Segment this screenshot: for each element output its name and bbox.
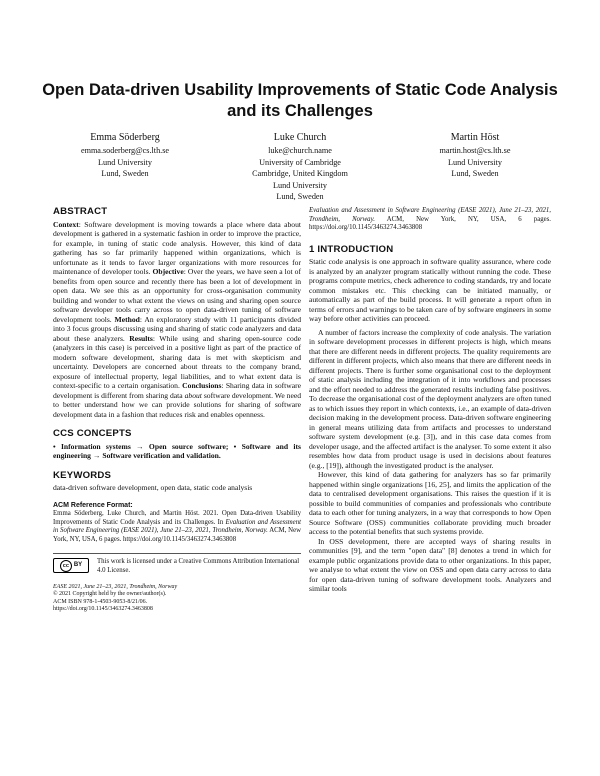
ccs-heading: CCS CONCEPTS <box>53 428 132 439</box>
author-location: Cambridge, United Kingdom <box>252 169 348 178</box>
context-text: : Software development is moving towards a place where data about development is gathered in a systematic fashion in order to improve the practice, for example, in tuning of static code analysis. However, this kind of data gathering has so far primarily happened within organizations, which is unfortunate as it tends to favor larger organizations with more resources for maintenance of developer tools. <box>53 219 301 276</box>
author-name: Emma Söderberg <box>90 132 160 143</box>
intro-paragraph-2: A number of factors increase the complexity of code analysis. The variation in software development processes in different projects is high, which means that there are different needs in different projects. The quality requirements are different in different projects, which also means that there are different needs in different projects. There is further some organisational cost to the deployment of static analysis including the integration of it into workflows and processes and the effort needed to address the generated results including false positives. To decrease the organisational cost of the deployment analyzers are often tuned as to which issues they report in which contexts, i.e., an example of data-driven decision making in the development process. Data-driven software engineering in general means utilizing data from artifacts and processes to understand software system development (e.g. [3]), and in this case data comes from developer usage, and the affected artifact is the analyser. To some extent it also resembles how data from product usage is used in decisions about features (e.g., [19]), although the investigated product is the analyser. <box>309 327 551 470</box>
cc-by-label: BY <box>73 562 83 569</box>
author-affiliation: Lund University <box>98 157 152 167</box>
cc-by-logo <box>53 558 89 573</box>
acm-reference-heading: ACM Reference Format: <box>53 501 133 509</box>
author-location: Lund, Sweden <box>101 169 149 178</box>
intro-paragraph-3: However, this kind of data gathering for analyzers has so far primarily happened within single organizations [16, 25], and limits the application of the data to centralised development organisations. This raises the question if it is possible to build communities of companies and professionals who contribute data to each other for tuning analyzers, in a way that corresponds to how Open Source Software (OSS) communities collaborate providing much broader access to the potential benefits that such systems provide. <box>309 470 551 537</box>
intro-paragraph-4: In OSS development, there are accepted ways of sharing results in communities [9], and the term "open data" [8] denotes a trend in which for example public organizations provide data to other organizations. In this paper, we analyse to what extent the view on OSS and open data carry across to data for open data-driven tuning of software development tools. Analyzers and similar tools <box>309 536 551 594</box>
author-location: Lund, Sweden <box>451 169 499 178</box>
right-column <box>309 207 551 594</box>
author-affiliation: University of Cambridge <box>259 157 341 167</box>
introduction-heading: 1 INTRODUCTION <box>309 243 394 255</box>
conclusions-text-end: software development. We need to better understand how we can provide solutions for sharing of software development data in a fashion that reduces risk and enables openness. <box>53 390 301 419</box>
abstract-heading: ABSTRACT <box>53 206 108 217</box>
author-email: luke@church.name <box>268 146 332 155</box>
license-block <box>53 553 301 575</box>
keywords-text: data-driven software development, open data, static code analysis <box>53 483 253 492</box>
author-location-2: Lund, Sweden <box>276 192 324 201</box>
author-email: martin.host@cs.lth.se <box>439 146 511 155</box>
author-block <box>40 131 560 203</box>
conference-venue: EASE 2021, June 21–23, 2021, Trondheim, Norway <box>53 583 178 590</box>
author-3 <box>390 131 560 203</box>
results-text: : While using and sharing open-source code (analyzers in this case) is perceived in a positive light as part of the practice of modern software development, sharing data is met with skepticism and uncertainty. Developers are concerned about threats to the company brand, exposure of intellectual property, legal liabilities, and to what extent data is context-specific to a certain organisation. <box>53 333 301 390</box>
author-1 <box>40 131 210 203</box>
conclusions-text: : Sharing data in software development is different from sharing data <box>53 381 302 400</box>
paper-title: Open Data-driven Usability Improvements of Static Code Analysis and its Challenges <box>42 81 558 120</box>
author-affiliation-2: Lund University <box>273 180 327 190</box>
doi-line: https://doi.org/10.1145/3463274.3463808 <box>53 606 153 613</box>
author-affiliation: Lund University <box>448 157 502 167</box>
venue-doi: ACM, New York, NY, USA, 6 pages. https://doi.org/10.1145/3463274.3463808 <box>309 215 551 232</box>
isbn-line: ACM ISBN 978-1-4503-9053-8/21/06. <box>53 598 148 605</box>
acm-reference-text <box>53 510 301 544</box>
conclusions-label: Conclusions <box>182 381 222 390</box>
author-name: Luke Church <box>273 132 327 143</box>
conference-meta <box>53 584 301 614</box>
copyright-line: © 2021 Copyright held by the owner/author(s). <box>53 591 167 598</box>
intro-paragraph-1: Static code analysis is one approach in software quality assurance, where code is analyzed by an analyzer program statically without running the code. These programs compute metrics, check adherence to coding standards, try and locate common mistakes etc. This checking can be initiated manually, or automatically as part of the build process. It will generate a report often in terms of errors and warnings to be taken care of by software engineers in some way before other activities can proceed. <box>309 257 551 324</box>
method-text: : An exploratory study with 11 participants divided into 3 focus groups discussing using and sharing of static code analyzers and data about these analyzers. <box>53 314 302 343</box>
cc-icon: cc <box>60 560 72 572</box>
results-label: Results <box>129 333 153 343</box>
author-2 <box>215 131 385 203</box>
left-column <box>53 207 301 614</box>
author-email: emma.soderberg@cs.lth.se <box>80 146 170 155</box>
ccs-text: • Information systems → Open source software; • Software and its engineering → Software verification and validation. <box>53 441 301 460</box>
acm-reference-authors: Emma Söderberg, Luke Church, and Martin Höst. 2021. Open Data-driven Usability Improvements of Static Code Analysis and its Challenges. In <box>53 510 301 526</box>
acm-reference-doi: ACM, New York, NY, USA, 6 pages. https://doi.org/10.1145/3463274.3463808 <box>53 527 301 543</box>
venue-name: Evaluation and Assessment in Software Engineering (EASE 2021), June 21–23, 2021, Trondheim, Norway. <box>309 207 551 223</box>
license-text: This work is licensed under a Creative Commons Attribution International 4.0 License. <box>97 558 300 574</box>
objective-text: : Over the years, we have seen a lot of benefits from open source and recently there has been a lot of development in open data. We see this as an opportunity for cross-organisation community building and wonder to what extent the views on using and sharing open source software developer tools carry across to open data-driven tuning of software development tools. <box>53 267 301 324</box>
objective-label: Objective <box>152 267 184 276</box>
abstract-body <box>53 220 301 420</box>
context-label: Context <box>53 219 79 229</box>
conclusions-emphasis: about <box>184 390 202 400</box>
method-label: Method <box>114 314 140 324</box>
author-name: Martin Höst <box>450 132 500 143</box>
venue-citation <box>309 207 551 233</box>
keywords-heading: KEYWORDS <box>53 469 112 481</box>
acm-reference-venue: Evaluation and Assessment in Software Engineering (EASE 2021), June 21–23, 2021, Trondheim, Norway. <box>53 518 301 535</box>
